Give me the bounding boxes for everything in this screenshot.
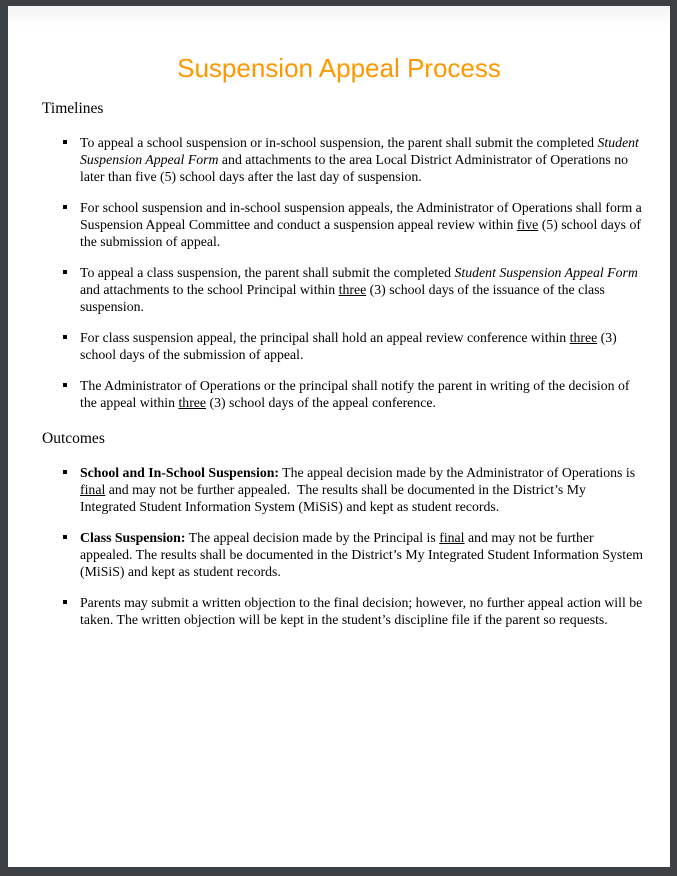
section-heading-timelines: Timelines	[42, 100, 104, 117]
document-content	[8, 99, 670, 628]
text-segment: five	[516, 217, 539, 232]
list-item	[80, 377, 644, 411]
list-item	[80, 264, 644, 315]
text-segment: three	[569, 330, 598, 345]
document-title: Suspension Appeal Process	[177, 53, 501, 83]
section-timelines	[42, 99, 644, 411]
section-outcomes	[42, 429, 644, 628]
section-heading-outcomes: Outcomes	[42, 430, 105, 447]
text-segment: final	[80, 482, 106, 497]
text-segment: The appeal decision made by the Principal is	[185, 530, 440, 545]
outcomes-bullet-list	[42, 464, 644, 628]
text-segment: three	[178, 395, 207, 410]
text-segment: School and In-School Suspension:	[80, 465, 279, 480]
text-segment: The Administrator of Operations or the principal shall notify the parent in writing of the decision of the appeal within	[80, 378, 630, 410]
text-segment: Student Suspension Appeal Form	[80, 135, 639, 167]
text-segment: To appeal a school suspension or in-school suspension, the parent shall submit the completed	[80, 135, 598, 150]
text-segment: For class suspension appeal, the principal shall hold an appeal review conference within	[80, 330, 570, 345]
text-segment: and attachments to the area Local District Administrator of Operations no later than five (5) school days after the last day of suspension.	[80, 152, 629, 184]
text-segment: To appeal a class suspension, the parent shall submit the completed	[80, 265, 455, 280]
text-segment: Parents may submit a written objection to the final decision; however, no further appeal action will be taken. The written objection will be kept in the student’s discipline file if the parent so requests.	[80, 595, 643, 627]
text-segment: Student Suspension Appeal Form	[454, 265, 638, 280]
list-item	[80, 134, 644, 185]
list-item	[80, 594, 644, 628]
text-segment: and attachments to the school Principal within	[80, 282, 339, 297]
list-item	[80, 329, 644, 363]
text-segment: (3) school days of the appeal conference.	[206, 395, 436, 410]
text-segment: (3) school days of the submission of appeal.	[80, 330, 617, 362]
list-item	[80, 464, 644, 515]
text-segment: and may not be further appealed. The results shall be documented in the District’s My Integrated Student Information System (MiSiS) and kept as student records.	[80, 482, 586, 514]
text-segment: (3) school days of the issuance of the class suspension.	[80, 282, 605, 314]
text-segment: Class Suspension:	[80, 530, 186, 545]
text-segment: final	[439, 530, 465, 545]
list-item	[80, 199, 644, 250]
document-page	[8, 6, 670, 867]
text-segment: three	[338, 282, 367, 297]
text-segment: (5) school days of the submission of appeal.	[80, 217, 641, 249]
timelines-bullet-list	[42, 134, 644, 411]
list-item	[80, 529, 644, 580]
text-segment: For school suspension and in-school suspension appeals, the Administrator of Operations shall form a Suspension Appeal Committee and conduct a suspension appeal review within	[80, 200, 642, 232]
text-segment: The appeal decision made by the Administrator of Operations is	[278, 465, 636, 480]
text-segment: and may not be further appealed. The results shall be documented in the District’s My Integrated Student Information System (MiSiS) and kept as student records.	[80, 530, 643, 579]
